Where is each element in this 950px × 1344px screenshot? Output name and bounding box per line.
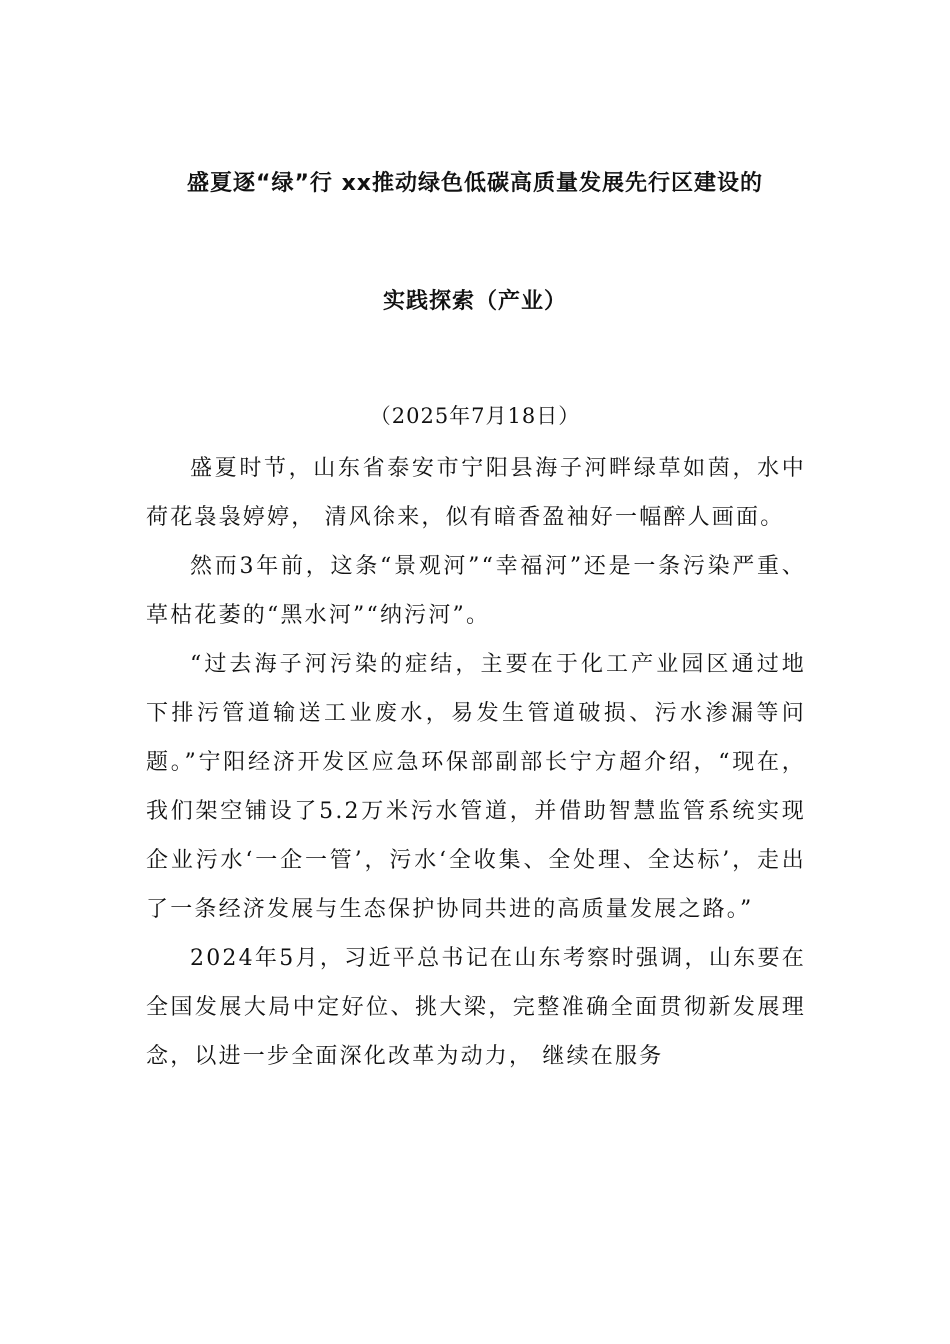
paragraph: 然而3年前，这条“景观河”“幸福河”还是一条污染严重、草枯花萎的“黑水河”“纳污河”。	[146, 554, 806, 628]
document-date: （2025年7月18日）	[369, 404, 581, 428]
paragraph: 2024年5月，习近平总书记在山东考察时强调，山东要在全国发展大局中定好位、挑大梁，完整准确全面贯彻新发展理念，以进一步全面深化改革为动力， 继续在服务	[146, 946, 806, 1069]
document-title-line-1: 盛夏逐“绿”行 xx推动绿色低碳高质量发展先行区建设的	[187, 171, 763, 196]
paragraph: “过去海子河污染的症结，主要在于化工产业园区通过地下排污管道输送工业废水，易发生管道破损、污水渗漏等问题。”宁阳经济开发区应急环保部副部长宁方超介绍，“现在，我们架空铺设了5.2万米污水管道，并借助智慧监管系统实现企业污水‘一企一管’，污水‘全收集、全处理、全达标’，走出了一条经济发展与生态保护协同共进的高质量发展之路。”	[146, 652, 806, 922]
document-body	[146, 444, 806, 1081]
paragraph: 盛夏时节，山东省泰安市宁阳县海子河畔绿草如茵，水中荷花袅袅婷婷， 清风徐来，似有暗香盈袖好一幅醉人画面。	[146, 456, 806, 530]
document-title-line-2: 实践探索（产业）	[382, 289, 567, 314]
